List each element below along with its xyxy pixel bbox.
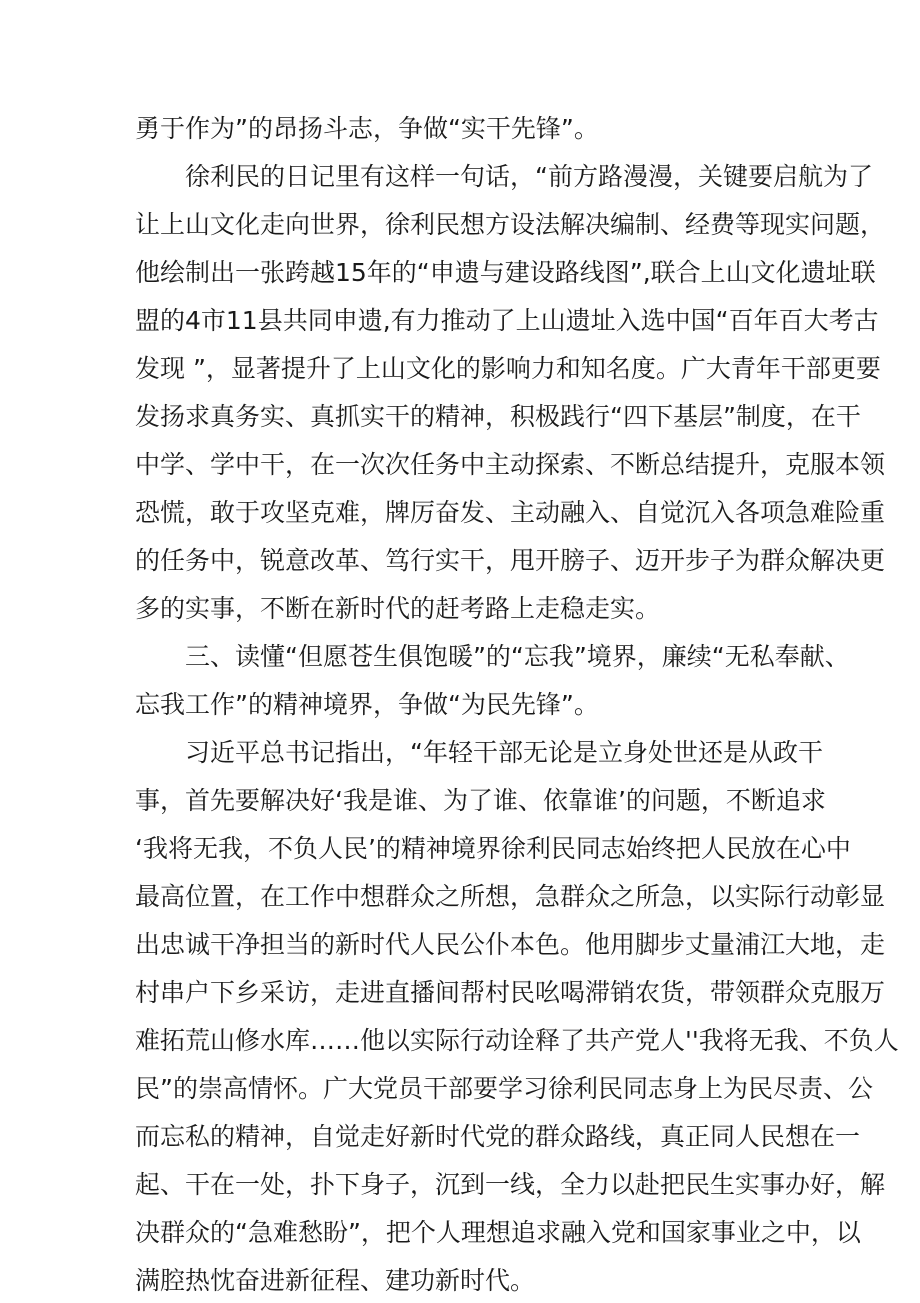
text-line: 发扬求真务实、真抓实干的精神，积极践行“四下基层”制度，在干 [135, 402, 861, 431]
text-line: 起、干在一处，扑下身子，沉到一线，全力以赴把民生实事办好，解 [135, 1170, 886, 1199]
text-line: 事，首先要解决好‘我是谁、为了谁、依靠谁’的问题，不断追求 [135, 786, 826, 815]
text-line: 习近平总书记指出，“年轻干部无论是立身处世还是从政干 [185, 738, 823, 767]
section-heading-line: 三、读懂“但愿苍生俱饱暖”的“忘我”境界，廉续“无私奉献、 [185, 642, 850, 671]
text-line: 村串户下乡采访，走进直播间帮村民吆喝滞销农货，带领群众克服万 [135, 978, 886, 1007]
text-line: 让上山文化走向世界，徐利民想方设法解决编制、经费等现实问题， [135, 210, 886, 239]
text-line: 中学、学中干，在一次次任务中主动探索、不断总结提升，克服本领 [135, 450, 886, 479]
text-line: 满腔热忱奋进新征程、建功新时代。 [135, 1266, 536, 1295]
text-line: 最高位置，在工作中想群众之所想，急群众之所急，以实际行动彰显 [135, 882, 886, 911]
text-line: 而忘私的精神，自觉走好新时代党的群众路线，真正同人民想在一 [135, 1122, 861, 1151]
text-line: 勇于作为”的昂扬斗志，争做“实干先锋”。 [135, 114, 599, 143]
text-line: 徐利民的日记里有这样一句话，“前方路漫漫，关键要启航为了 [185, 162, 873, 191]
text-line: 民”的崇高情怀。广大党员干部要学习徐利民同志身上为民尽责、公 [135, 1074, 873, 1103]
text-line: ‘我将无我，不负人民’的精神境界徐利民同志始终把人民放在心中 [135, 834, 851, 863]
text-line: 难拓荒山修水库……他以实际行动诠释了共产党人''我将无我、不负人 [135, 1026, 899, 1055]
text-line: 决群众的“急难愁盼”，把个人理想追求融入党和国家事业之中，以 [135, 1218, 861, 1247]
text-line: 盟的4市11县共同申遗,有力推动了上山遗址入选中国“百年百大考古 [135, 306, 879, 335]
text-line: 的任务中，锐意改革、笃行实干，甩开膀子、迈开步子为群众解决更 [135, 546, 886, 575]
text-line: 出忠诚干净担当的新时代人民公仆本色。他用脚步丈量浦江大地，走 [135, 930, 886, 959]
text-line: 发现 ”，显著提升了上山文化的影响力和知名度。广大青年干部更要 [135, 354, 881, 383]
text-line: 恐慌，敢于攻坚克难，牌厉奋发、主动融入、自觉沉入各项急难险重 [135, 498, 886, 527]
section-heading-line: 忘我工作”的精神境界，争做“为民先锋”。 [135, 690, 599, 719]
text-line: 他绘制出一张跨越15年的“申遗与建设路线图”,联合上山文化遗址联 [135, 258, 876, 287]
text-line: 多的实事，不断在新时代的赶考路上走稳走实。 [135, 594, 661, 623]
